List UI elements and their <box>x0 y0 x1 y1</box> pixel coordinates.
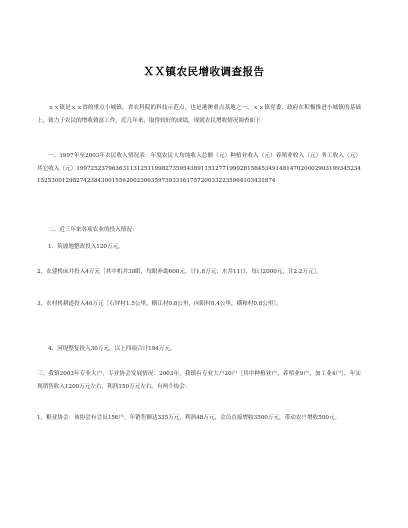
investment-item-1: 1、筑坡地整改投入120万元。 <box>48 244 124 250</box>
section-three-paragraph: 三、我镇2003年专业大户、专业协会发展情况：2003年，我镇有专业大户20户［其中种植业户，养殖业9户，加工业4户］，年实现销售收入1200万元左右，利润150万元左右。有两个协会： <box>37 371 361 390</box>
association-item-1: 1、粮业协会：该协会有会员156户，年销售额达335万元，利润48万元，会员直接增收3500万元，带动农户增收500元。 <box>37 415 341 421</box>
document-title: ＸＸ镇农民增收调查报告 <box>143 66 265 78</box>
income-table-paragraph: 一、1997年至2003年农民收入情况表：年度农民人均纯收入总额（元）种植业收入（元）养殖业收入（元）务工收入（元）其它收入（元）199725237963631131251199827359543891151277199928158453491481470200029031993452341525300129827423843001556200230635973933161757200332235964103431874 <box>37 153 361 185</box>
section-two-heading: 二、近三年来各项农业的投入情况： <box>48 227 138 233</box>
investment-item-4: 4、河堤整复投入30万元。以上四项合计194万元。 <box>48 346 176 352</box>
investment-item-3: 3、农村机耕道投入40万元［石坪村1.5公里，横江村0.8公里，向阳村0.4公里，横和村0.8公里］。 <box>37 301 282 307</box>
investment-item-2: 2、农建机床井投入4万元［其中机井30眼，每眼补助600元，计1.8万元；水井11口，每口2000元，计2.2万元］。 <box>37 269 323 275</box>
intro-paragraph: ｘｘ镇是ｘｘ省的重点小城镇，省农科院的科技示范点，也是港澳重点基地之一。ｘｘ镇党委、政府在积极推进小城镇的基础上，致力于农民的增收致富工作，近几年来，取得较好的成绩，现就农民增收情况调查如下： <box>37 105 361 124</box>
